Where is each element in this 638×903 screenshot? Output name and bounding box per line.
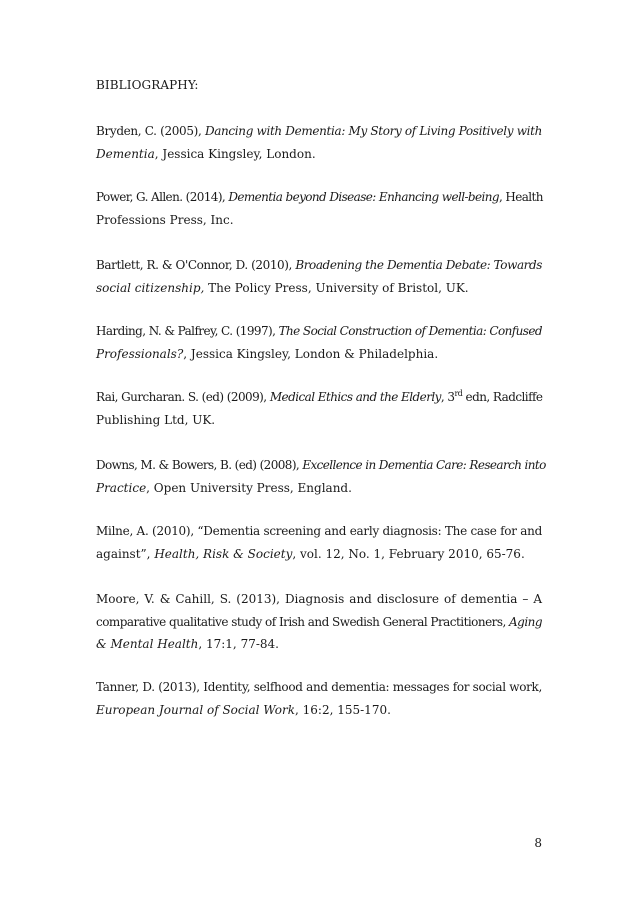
entry-line: Bryden, C. (2005), Dancing with Dementia: My Story of Living Positively with: [96, 124, 542, 138]
entry-line: Harding, N. & Palfrey, C. (1997), The Social Construction of Dementia: Confused: [96, 324, 543, 338]
entry-line: Milne, A. (2010), “Dementia screening and early diagnosis: The case for and: [96, 524, 542, 538]
entry-line: Professions Press, Inc.: [96, 212, 234, 227]
entry-line: comparative qualitative study of Irish and Swedish General Practitioners, Aging: [96, 614, 542, 629]
bibliography-heading: BIBLIOGRAPHY:: [96, 78, 199, 92]
entry-line: Practice, Open University Press, England.: [96, 480, 352, 495]
entry-line: Tanner, D. (2013), Identity, selfhood and dementia: messages for social work,: [96, 680, 542, 694]
entry-line: Dementia, Jessica Kingsley, London.: [96, 146, 316, 161]
bibliography-entry-power: [96, 186, 542, 231]
page-number: 8: [534, 836, 542, 850]
bibliography-entry-milne: [96, 520, 542, 565]
bibliography-entry-tanner: [96, 676, 542, 721]
entry-line: social citizenship, The Policy Press, University of Bristol, UK.: [96, 280, 469, 295]
entry-line: Power, G. Allen. (2014), Dementia beyond Disease: Enhancing well-being, Health: [96, 190, 543, 204]
bibliography-entry-moore: [96, 588, 542, 656]
bibliography-entry-rai: [96, 386, 542, 431]
bibliography-entry-downs: [96, 454, 546, 499]
entry-line: against”, Health, Risk & Society, vol. 12, No. 1, February 2010, 65-76.: [96, 546, 525, 561]
entry-line: European Journal of Social Work, 16:2, 155-170.: [96, 702, 391, 717]
bibliography-entry-bartlett: [96, 254, 542, 299]
bibliography-entry-harding: [96, 320, 542, 365]
entry-line: Bartlett, R. & O'Connor, D. (2010), Broadening the Dementia Debate: Towards: [96, 258, 542, 272]
entry-line: Downs, M. & Bowers, B. (ed) (2008), Excellence in Dementia Care: Research into: [96, 458, 546, 472]
bibliography-entry-bryden: [96, 120, 542, 165]
entry-line: Professionals?, Jessica Kingsley, London & Philadelphia.: [96, 346, 439, 361]
entry-line: Rai, Gurcharan. S. (ed) (2009), Medical Ethics and the Elderly, 3rd edn, Radcliffe: [96, 389, 543, 404]
entry-line: Publishing Ltd, UK.: [96, 412, 216, 427]
entry-line: & Mental Health, 17:1, 77-84.: [96, 637, 279, 651]
entry-line: Moore, V. & Cahill, S. (2013), Diagnosis and disclosure of dementia – A: [96, 592, 542, 606]
